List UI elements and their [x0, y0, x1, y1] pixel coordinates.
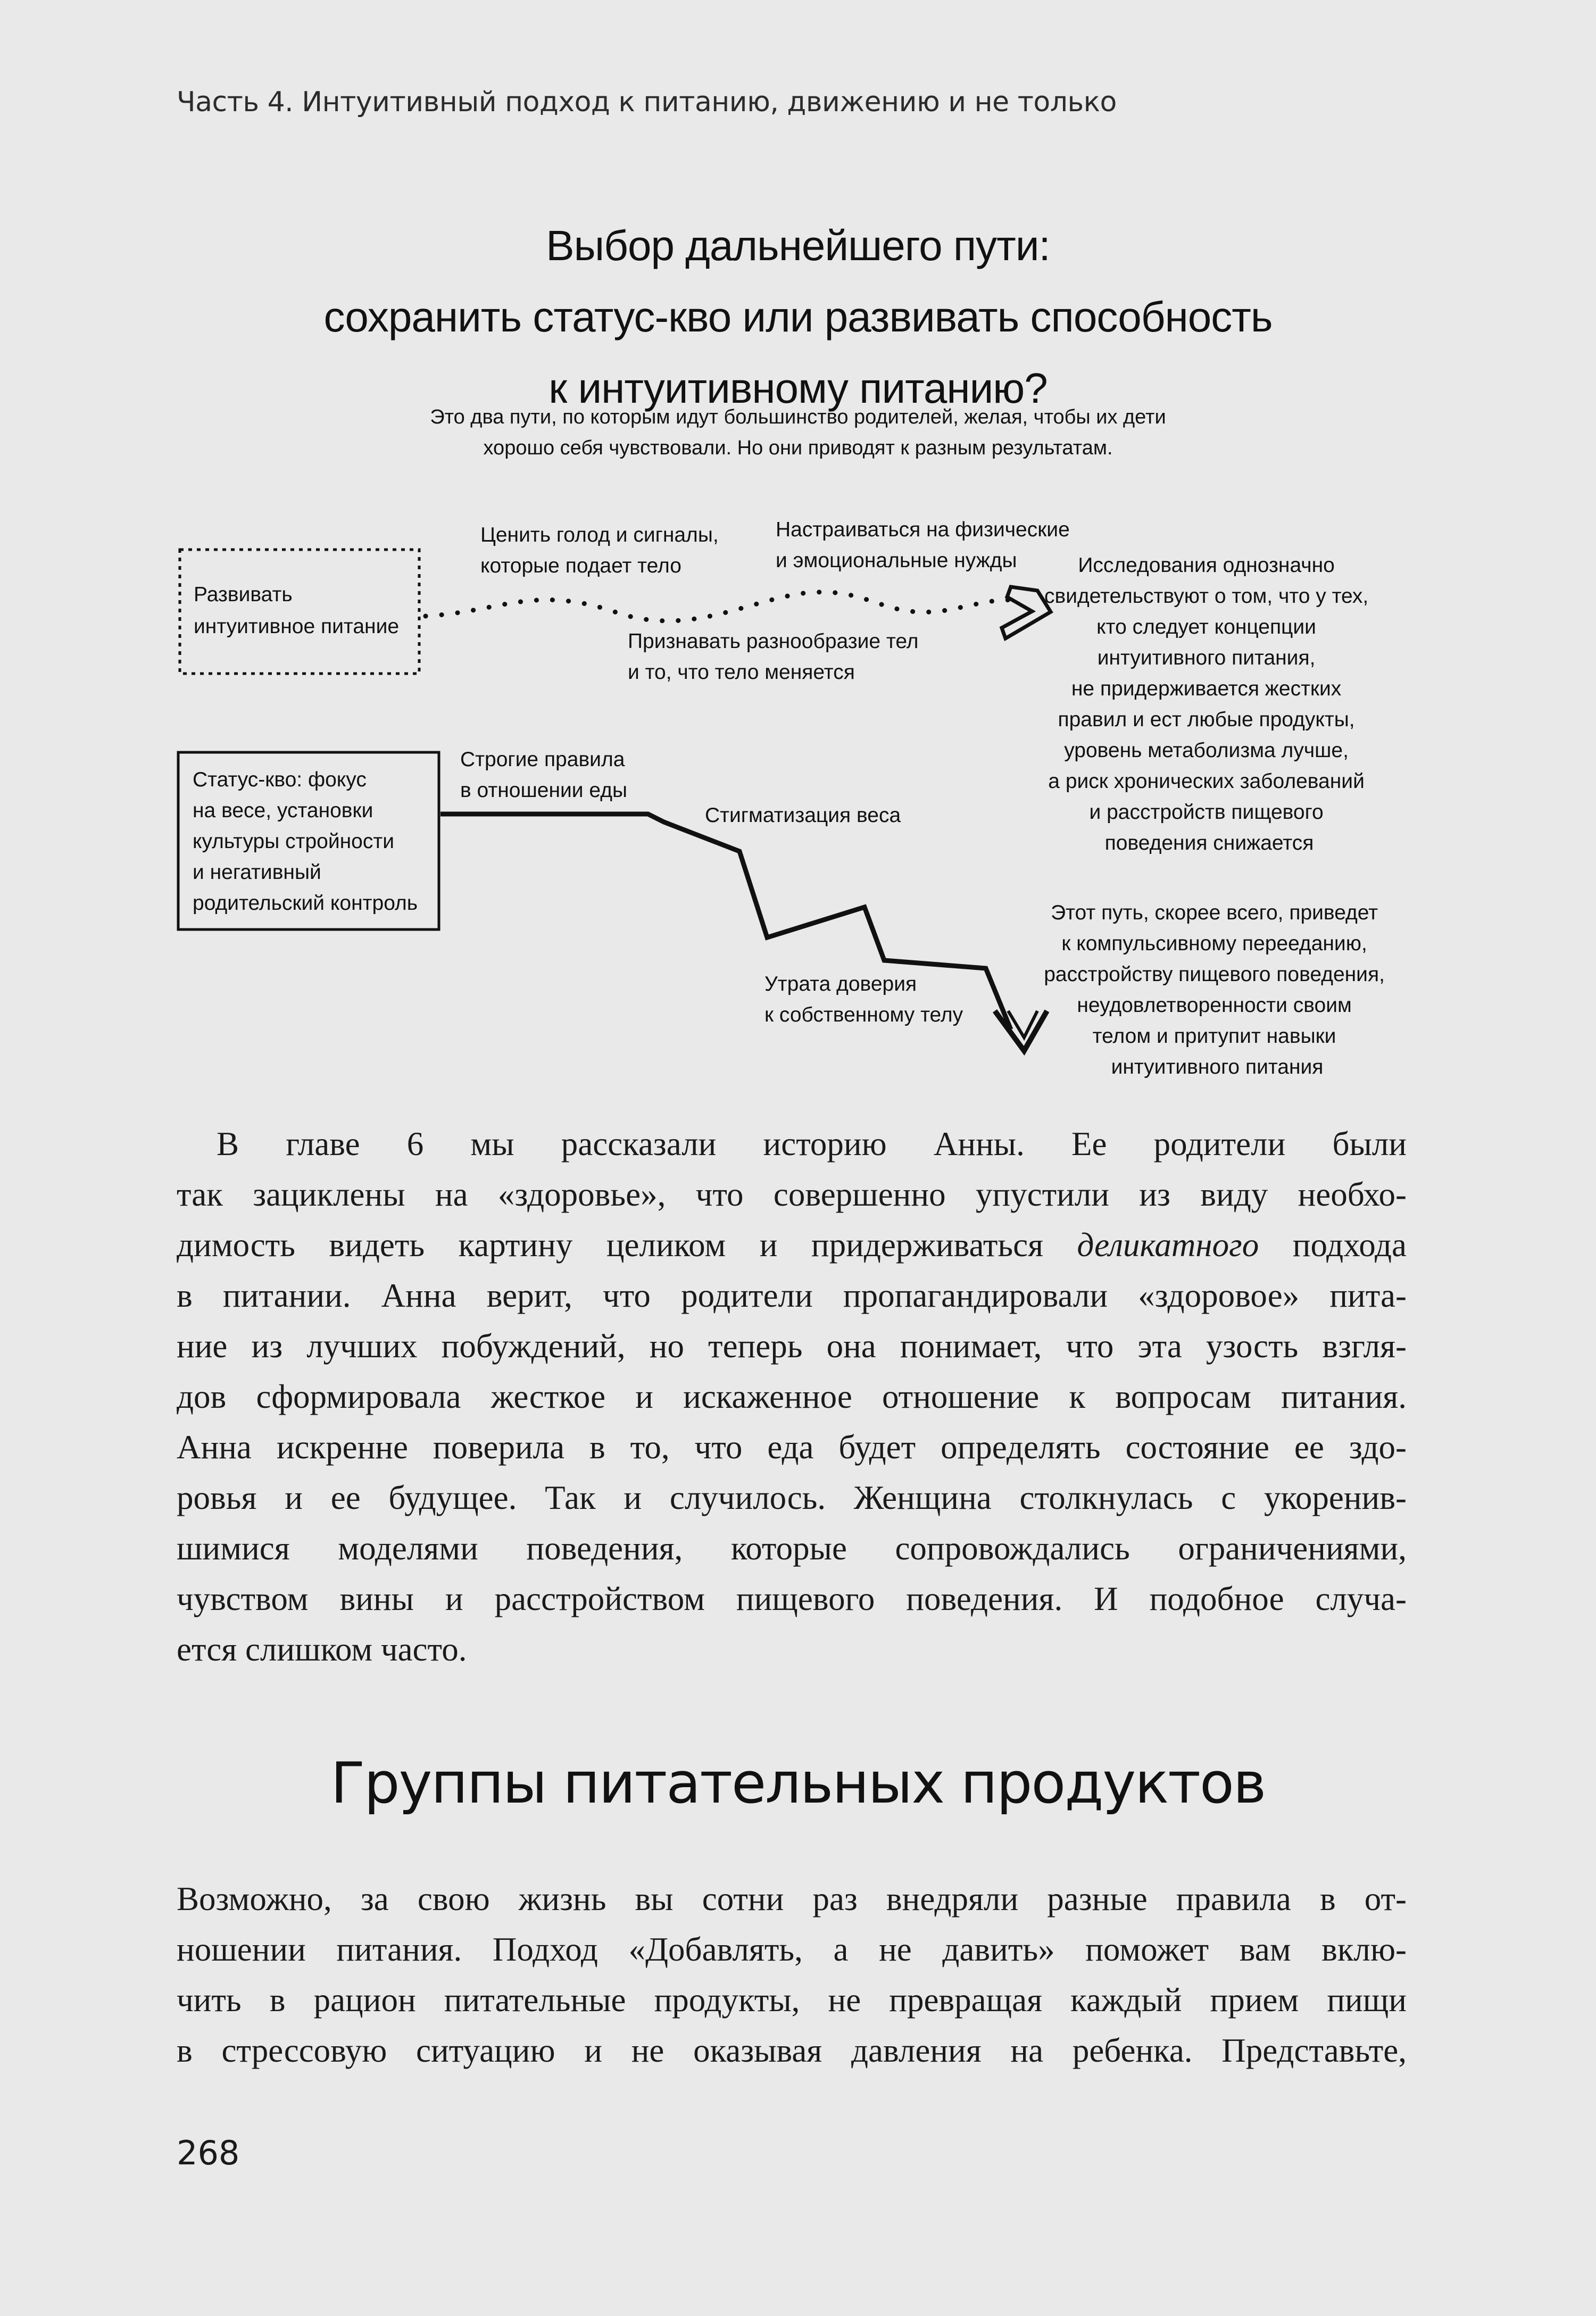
- figure-title-line: к интуитивному питанию?: [548, 364, 1048, 412]
- paragraph-nutrition: [177, 1874, 1407, 2076]
- paragraph-line: димость видеть картину целиком и придерживаться деликатного подхода: [177, 1226, 1407, 1264]
- paragraph-line: в питании. Анна верит, что родители пропагандировали «здоровое» пита-: [177, 1277, 1407, 1314]
- figure-subtitle-line: Это два пути, по которым идут большинство родителей, желая, чтобы их дети: [430, 406, 1166, 428]
- status-quo-box-label: Статус-кво: фокус на весе, установки культуры стройности и негативный родительский контроль: [193, 768, 418, 915]
- intuitive-eating-box: [180, 550, 419, 674]
- label-physical-emotional-needs: Настраиваться на физические и эмоциональные нужды: [776, 518, 1070, 572]
- paragraph-line: ется слишком часто.: [177, 1631, 467, 1668]
- paragraph-line: шимися моделями поведения, которые сопровождались ограничениями,: [177, 1530, 1407, 1567]
- paragraph-line: в стрессовую ситуацию и не оказывая давления на ребенка. Представьте,: [177, 2032, 1407, 2069]
- paragraph-line: В главе 6 мы рассказали историю Анны. Ее родители были: [217, 1125, 1407, 1163]
- paragraph-line: чувством вины и расстройством пищевого поведения. И подобное случа-: [177, 1580, 1407, 1617]
- label-hunger-signals: Ценить голод и сигналы, которые подает тело: [480, 524, 719, 577]
- intuitive-box-label: Развивать интуитивное питание: [194, 583, 400, 638]
- status-quo-path: [440, 814, 1011, 1030]
- page-number: 268: [177, 2134, 240, 2172]
- paragraph-line: чить в рацион питательные продукты, не превращая каждый прием пищи: [177, 1981, 1407, 2019]
- paragraph-line: ровья и ее будущее. Так и случилось. Женщина столкнулась с укоренив-: [177, 1479, 1407, 1516]
- paragraph-anna-story: [177, 1119, 1407, 1675]
- intuitive-dotted-path: [426, 592, 1021, 621]
- section-heading: Группы питательных продуктов: [330, 1750, 1266, 1816]
- figure-title-line: Выбор дальнейшего пути:: [546, 222, 1050, 269]
- label-strict-rules: Строгие правила в отношении еды: [460, 748, 628, 802]
- paragraph-line: дов сформировала жесткое и искаженное отношение к вопросам питания.: [177, 1378, 1407, 1415]
- status-quo-result-text: Этот путь, скорее всего, приведет к компульсивному перееданию, расстройству пищевого поведения, неудовлетворенности своим телом и притупит навыки интуитивного питания: [1044, 901, 1385, 1078]
- paragraph-line: так зациклены на «здоровье», что совершенно упустили из виду необхо-: [177, 1176, 1407, 1213]
- paragraph-line: Возможно, за свою жизнь вы сотни раз внедряли разные правила в от-: [177, 1880, 1407, 1917]
- intuitive-arrowhead: [1002, 587, 1051, 638]
- paragraph-line: ние из лучших побуждений, но теперь она понимает, что эта узость взгля-: [177, 1327, 1407, 1365]
- label-weight-stigma: Стигматизация веса: [705, 804, 901, 827]
- label-body-diversity: Признавать разнообразие тел и то, что тело меняется: [628, 630, 919, 684]
- label-loss-of-trust: Утрата доверия к собственному телу: [764, 973, 963, 1026]
- intuitive-result-text: Исследования однозначно свидетельствуют о том, что у тех, кто следует концепции интуитивного питания, не придерживается жестких правил и ест любые продукты, уровень метаболизма лучше, а риск хронических заболеваний и расстройств пищевого поведения снижается: [1044, 554, 1369, 854]
- figure-subtitle-line: хорошо себя чувствовали. Но они приводят к разным результатам.: [483, 437, 1113, 459]
- italic-word: деликатного: [1077, 1226, 1259, 1264]
- paragraph-line: ношении питания. Подход «Добавлять, а не давить» поможет вам вклю-: [177, 1931, 1407, 1968]
- figure-title-line: сохранить статус-кво или развивать способность: [323, 293, 1273, 341]
- paragraph-line: Анна искренне поверила в то, что еда будет определять состояние ее здо-: [177, 1429, 1407, 1466]
- running-head: Часть 4. Интуитивный подход к питанию, движению и не только: [177, 86, 1117, 118]
